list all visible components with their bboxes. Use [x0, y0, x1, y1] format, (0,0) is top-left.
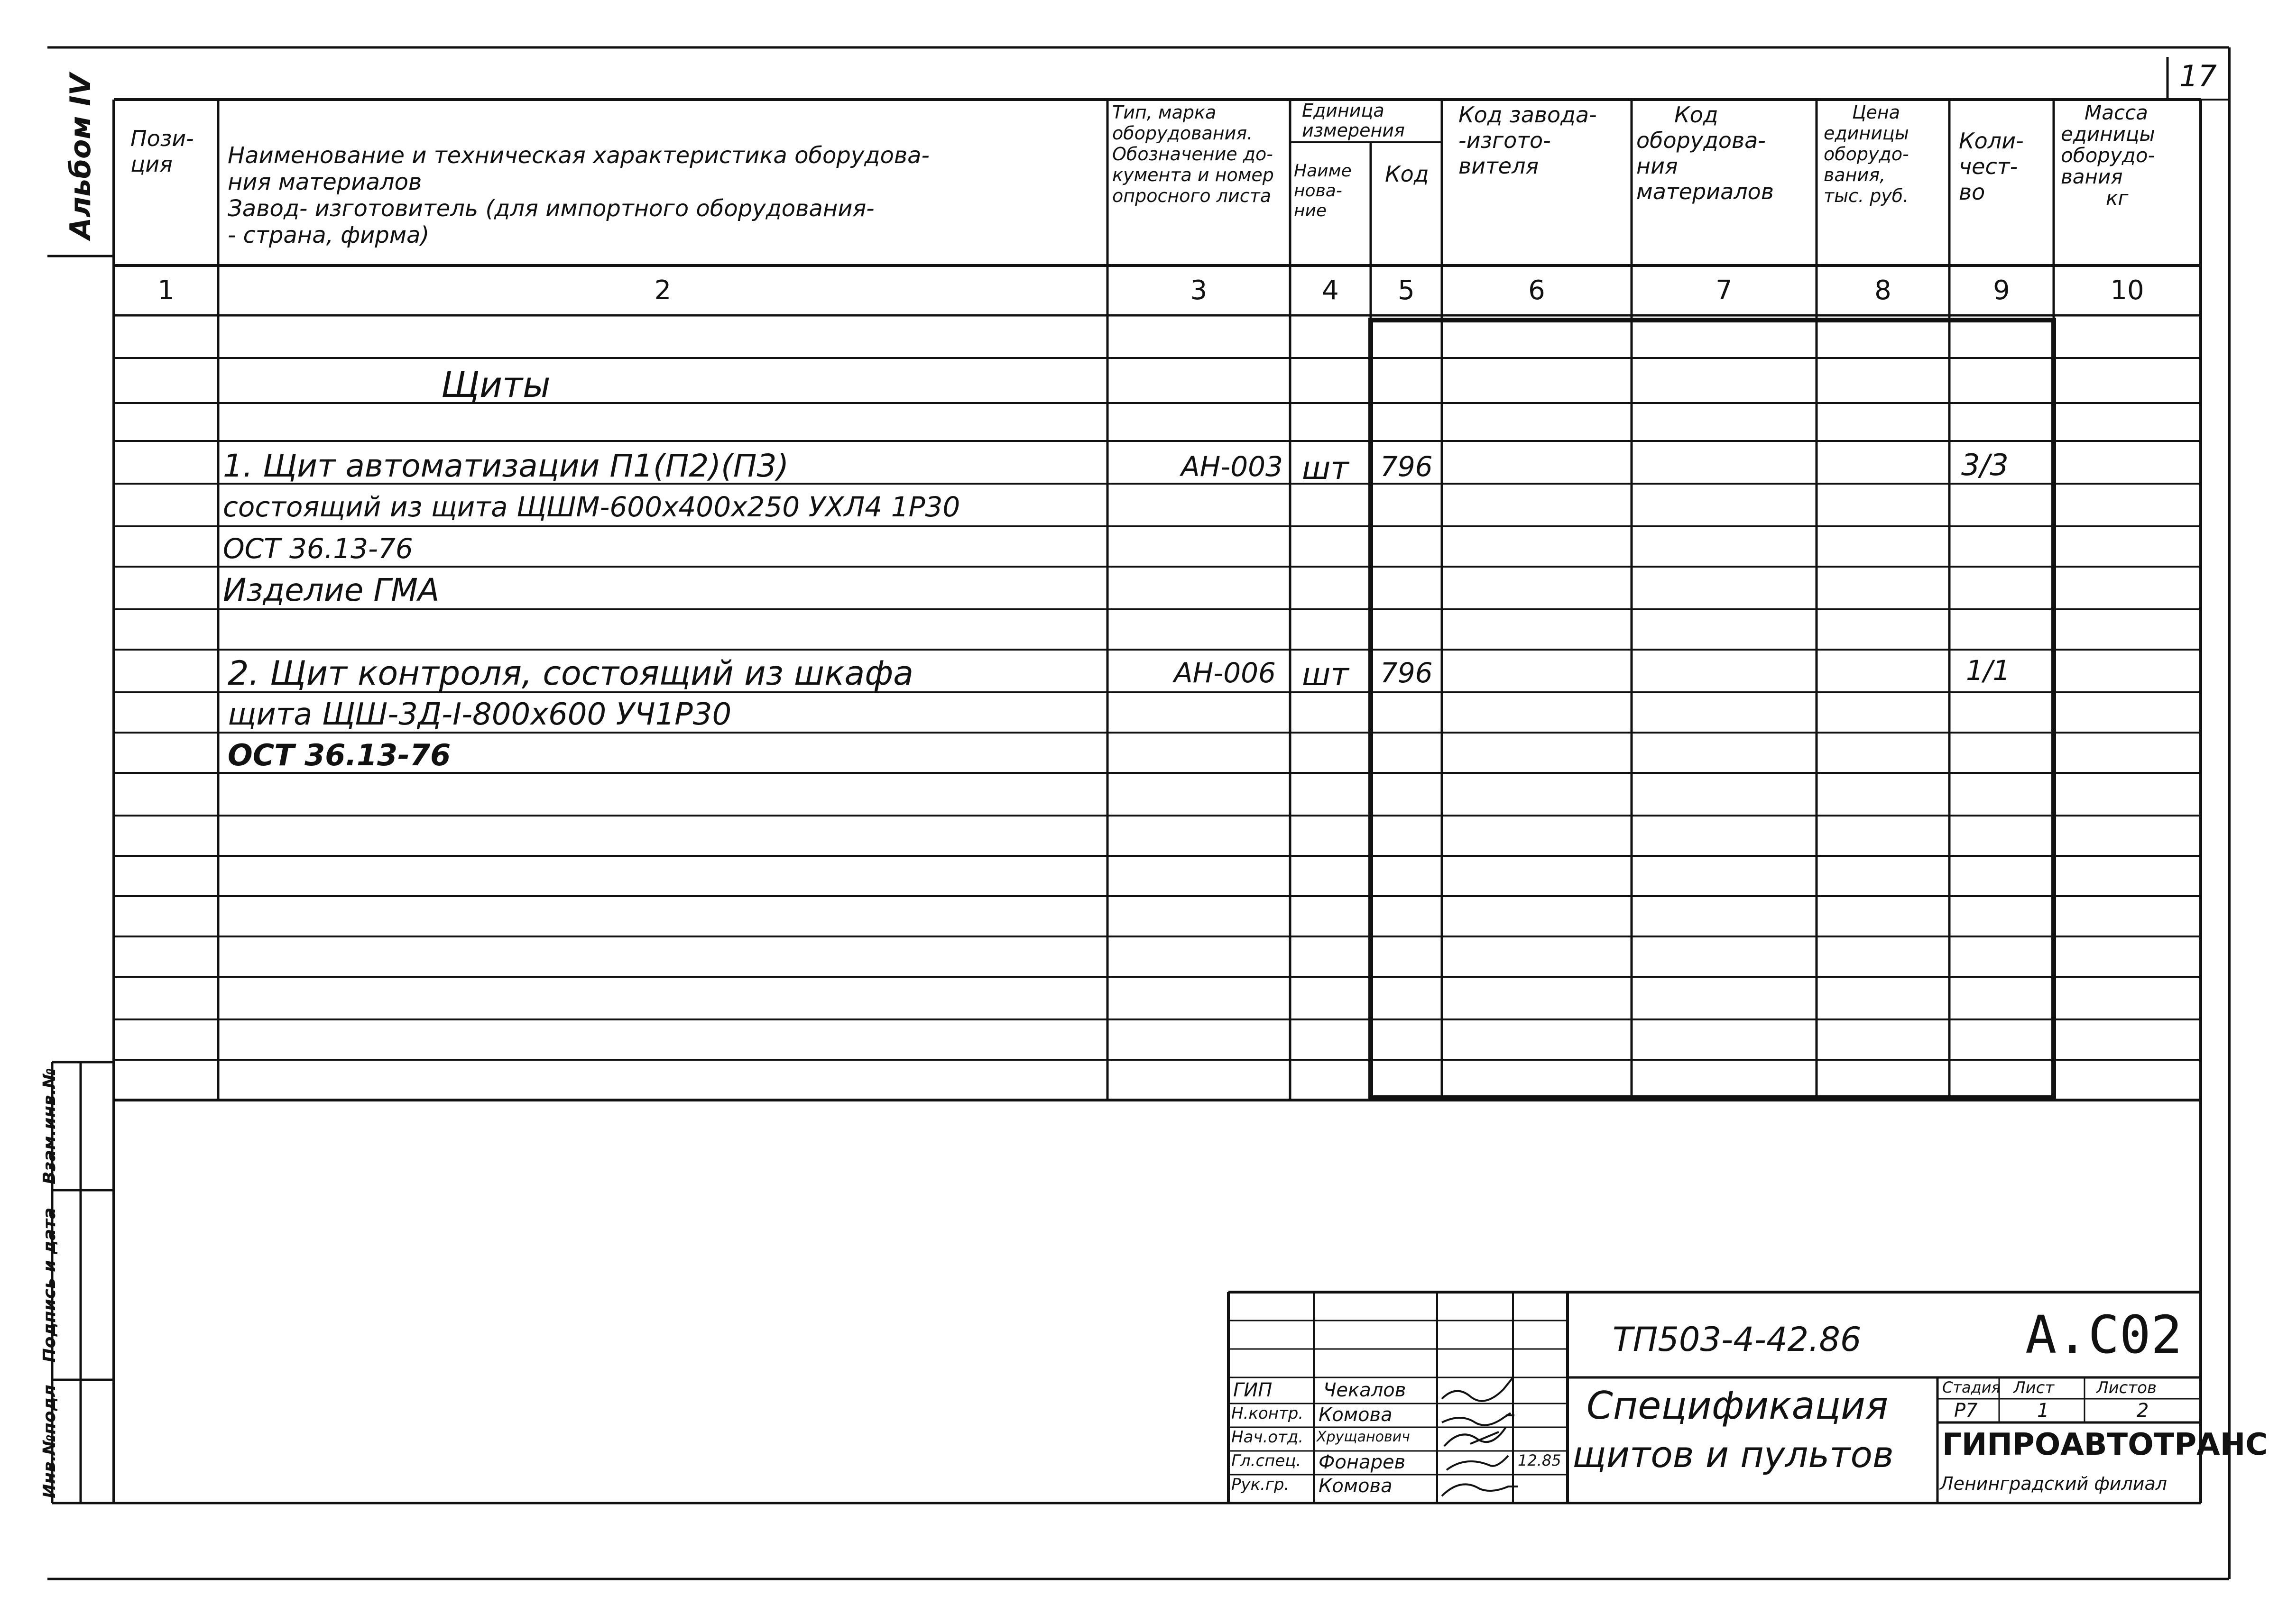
header-col1-line2: ция [130, 151, 173, 177]
column-number: 9 [1993, 275, 2010, 306]
header-col10 [2061, 102, 2155, 209]
header-col4-line2: нова- [1294, 181, 1342, 201]
item2-name-line2: щита ЩШ-3Д-I-800х600 УЧ1Р30 [228, 697, 732, 732]
header-col9-line2: чест- [1959, 154, 2018, 179]
header-col4-line1: Наиме [1294, 161, 1352, 181]
header-col7-line1: Код [1674, 102, 1718, 128]
header-col1 [130, 126, 194, 177]
header-col3-line2: оборудования. [1112, 123, 1253, 144]
item2-unit: шт [1302, 656, 1349, 693]
header-col8-line2: единицы [1824, 123, 1909, 144]
sheet-code: А.С02 [2025, 1304, 2183, 1365]
column-number: 1 [157, 275, 175, 306]
header-col8-line5: тыс. руб. [1824, 185, 1909, 206]
header-col3-line1: Тип, марка [1112, 102, 1217, 123]
header-col7-line3: ния [1636, 153, 1678, 179]
item2-code: 796 [1380, 657, 1433, 689]
header-col6-line3: вителя [1458, 153, 1539, 179]
item1-name-line1: 1. Щит автоматизации П1(П2)(П3) [223, 448, 789, 484]
role: Н.контр. [1231, 1404, 1304, 1423]
item2-qty: 1/1 [1966, 654, 2011, 687]
column-number: 8 [1874, 275, 1891, 306]
header-col10-line1: Масса [2085, 101, 2148, 124]
header-col2-line1: Наименование и техническая характеристика оборудова- [228, 142, 930, 169]
stage-label: Стадия [1942, 1378, 2001, 1396]
column-number: 6 [1528, 275, 1545, 306]
date-mark: 12.85 [1518, 1451, 1561, 1469]
item1-name-line4: Изделие ГМА [223, 572, 440, 608]
header-unit-line2: измерения [1302, 120, 1405, 141]
doc-code: ТП503-4-42.86 [1613, 1320, 1862, 1359]
header-col9-line1: Коли- [1959, 128, 2024, 154]
branch-name: Ленинградский филиал [1940, 1473, 2168, 1494]
column-number: 5 [1398, 275, 1415, 306]
column-number: 7 [1716, 275, 1733, 306]
header-col2-line2: ния материалов [228, 169, 422, 195]
sheet-label: Лист [2013, 1378, 2055, 1397]
item1-type: АН-003 [1181, 450, 1283, 483]
signer-name: Фонарев [1319, 1451, 1406, 1473]
header-col8-line3: оборудо- [1824, 144, 1909, 165]
title-line2: щитов и пультов [1572, 1433, 1894, 1476]
header-col6 [1458, 102, 1597, 179]
signer-name: Хрущанович [1317, 1429, 1410, 1445]
item2-name-line1: 2. Щит контроля, состоящий из шкафа [228, 654, 914, 693]
signatures [1442, 1377, 1518, 1496]
header-col9-line3: во [1959, 179, 1985, 205]
header-col10-line2: единицы [2061, 122, 2155, 146]
interchange-label: Взам.инв.№ [40, 1068, 59, 1184]
header-col3 [1112, 102, 1274, 206]
header-col5: Код [1385, 161, 1429, 187]
inv-no-orig-label: Инв.№подл [40, 1385, 59, 1498]
signer-name: Комова [1319, 1404, 1393, 1426]
role: Нач.отд. [1231, 1428, 1304, 1447]
item1-name-line2: состоящий из щита ЩШМ-600х400х250 УХЛ4 1Р30 [223, 491, 960, 523]
signer-name: Чекалов [1323, 1379, 1406, 1401]
album-label: Альбом IV [64, 73, 97, 240]
sheet-value: 1 [2037, 1400, 2049, 1422]
header-col8-line4: вания, [1824, 165, 1886, 185]
column-number: 3 [1190, 275, 1208, 306]
header-col2 [228, 142, 930, 248]
item2-type: АН-006 [1174, 657, 1276, 689]
header-col10-line4: вания [2061, 165, 2123, 188]
header-col3-line4: кумента и номер [1112, 165, 1274, 185]
header-col10-line3: оборудо- [2061, 144, 2155, 167]
signer-name: Комова [1319, 1475, 1393, 1497]
item1-unit: шт [1302, 450, 1349, 486]
org-name: ГИПРОАВТОТРАНС [1942, 1427, 2268, 1462]
header-col2-line3: Завод- изготовитель (для импортного оборудования- [228, 195, 875, 222]
header-col7 [1636, 102, 1774, 204]
stage-value: Р7 [1954, 1400, 1978, 1422]
header-col8-line1: Цена [1852, 102, 1900, 123]
role: Гл.спец. [1231, 1451, 1301, 1470]
item1-code: 796 [1380, 450, 1433, 483]
header-col9 [1959, 128, 2024, 205]
title-line1: Спецификация [1586, 1384, 1889, 1428]
header-col2-line4: - страна, фирма) [228, 222, 430, 248]
header-col3-line5: опросного листа [1112, 185, 1272, 206]
item2-name-line3: ОСТ 36.13-76 [228, 738, 451, 772]
header-col7-line2: оборудова- [1636, 128, 1766, 153]
header-col4 [1294, 161, 1352, 221]
column-number: 2 [654, 275, 672, 306]
header-col7-line4: материалов [1636, 179, 1774, 204]
sheet-corner-number: 17 [2179, 59, 2217, 93]
header-col1-line1: Пози- [130, 126, 194, 151]
header-col10-line5: кг [2106, 186, 2129, 210]
sign-date-label: Подпись и дата [40, 1207, 59, 1363]
sheets-value: 2 [2137, 1400, 2149, 1422]
item1-name-line3: ОСТ 36.13-76 [223, 532, 413, 565]
header-col6-line2: -изгото- [1458, 128, 1551, 153]
role: ГИП [1233, 1379, 1273, 1401]
item1-qty: 3/3 [1961, 448, 2009, 482]
column-number: 10 [2110, 275, 2144, 306]
header-col3-line3: Обозначение до- [1112, 144, 1273, 165]
sheets-label: Листов [2096, 1378, 2157, 1397]
header-col4-line3: ние [1294, 201, 1327, 220]
column-number: 4 [1322, 275, 1339, 306]
section-title: Щиты [441, 365, 551, 405]
role: Рук.гр. [1231, 1475, 1290, 1494]
header-col6-line1: Код завода- [1458, 102, 1597, 128]
header-col8 [1824, 102, 1909, 206]
header-unit-line1: Единица [1302, 100, 1384, 121]
header-unit [1302, 101, 1405, 140]
